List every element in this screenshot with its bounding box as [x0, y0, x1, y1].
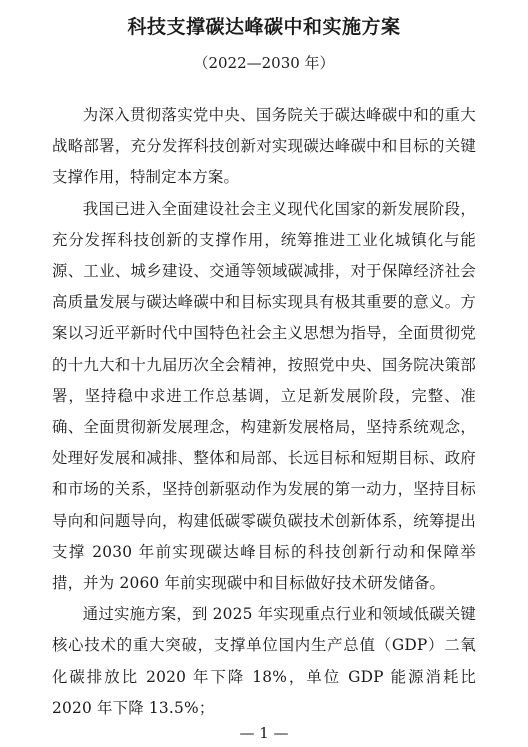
paragraph: 通过实施方案，到 2025 年实现重点行业和领域低碳关键核心技术的重大突破，支撑单位国内生产总值（GDP）二氧化碳排放比 2020 年下降 18%，单位 GDP 能源消耗比 2020 年下降 13.5%； [52, 605, 476, 717]
document-title: 科技支撑碳达峰碳中和实施方案 [127, 16, 401, 38]
paragraph: 我国已进入全面建设社会主义现代化国家的新发展阶段，充分发挥科技创新的支撑作用，统筹推进工业化城镇化与能源、工业、城乡建设、交通等领域碳减排，对于保障经济社会高质量发展与碳达峰碳中和目标实现具有极其重要的意义。方案以习近平新时代中国特色社会主义思想为指导，全面贯彻党的十九大和十九届历次全会精神，按照党中央、国务院决策部署，坚持稳中求进工作总基调，立足新发展阶段，完整、准确、全面贯彻新发展理念，构建新发展格局，坚持系统观念，处理好发展和减排、整体和局部、长远目标和短期目标、政府和市场的关系，坚持创新驱动作为发展的第一动力，坚持目标导向和问题导向，构建低碳零碳负碳技术创新体系，统筹提出支撑 2030 年前实现碳达峰目标的科技创新行动和保障举措，并为 2060 年前实现碳中和目标做好技术研发储备。 [52, 199, 476, 593]
page-number: — 1 — [239, 724, 289, 742]
paragraph: 为深入贯彻落实党中央、国务院关于碳达峰碳中和的重大战略部署，充分发挥科技创新对实现碳达峰碳中和目标的关键支撑作用，特制定本方案。 [52, 106, 476, 187]
document-subtitle: （2022—2030 年） [193, 54, 335, 72]
document-body [52, 100, 476, 724]
